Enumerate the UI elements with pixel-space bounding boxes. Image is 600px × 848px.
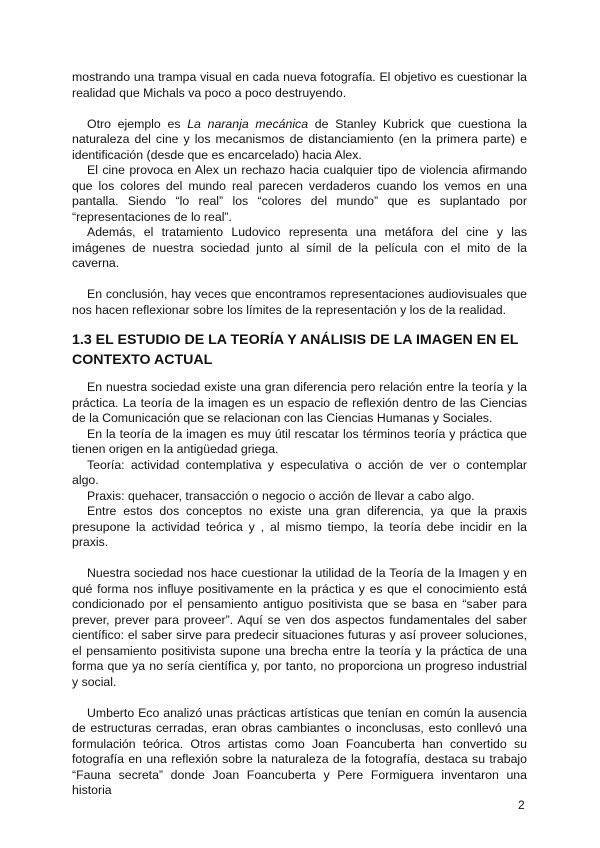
paragraph: Entre estos dos conceptos no existe una gran diferencia, ya que la praxis presupone la actividad teórica y , al mismo tiempo, la teoría debe incidir en la praxis. xyxy=(72,504,527,549)
definition-praxis: Praxis: quehacer, transacción o negocio o acción de llevar a cabo algo. xyxy=(87,488,475,503)
paragraph: En nuestra sociedad existe una gran diferencia pero relación entre la teoría y la práctica. La teoría de la imagen es un espacio de reflexión dentro de las Ciencias de la Comunicación que se relacionan con las Ciencias Humanas y Sociales. xyxy=(72,380,527,425)
text-run: de Stanley Kubrick que cuestiona la naturaleza del cine y los mecanismos de distanciamiento (en la primera parte) e identificación (desde que es encarcelado) hacia Alex. xyxy=(72,116,527,162)
paragraph-spacer xyxy=(72,690,527,706)
paragraph-spacer xyxy=(72,272,527,288)
paragraph: El cine provoca en Alex un rechazo hacia cualquier tipo de violencia afirmando que los colores del mundo real parecen verdaderos cuando los vemos en una pantalla. Siendo “lo real” los “colores del mundo” que es suplantado por “representaciones de lo real”. xyxy=(72,163,527,224)
section-heading: 1.3 EL ESTUDIO DE LA TEORÍA Y ANÁLISIS DE LA IMAGEN EN EL CONTEXTO ACTUAL xyxy=(72,332,519,368)
text-run: Otro ejemplo es xyxy=(87,116,188,131)
paragraph: En conclusión, hay veces que encontramos representaciones audiovisuales que nos hacen reflexionar sobre los límites de la representación y los de la realidad. xyxy=(72,287,527,317)
definition-teoria: Teoría: actividad contemplativa y especulativa o acción de ver o contemplar algo. xyxy=(72,457,527,487)
paragraph-spacer xyxy=(72,551,527,567)
paragraph: En la teoría de la imagen es muy útil rescatar los términos teoría y práctica que tienen origen en la antigüedad griega. xyxy=(72,426,527,456)
document-page xyxy=(72,70,527,799)
paragraph: Nuestra sociedad nos hace cuestionar la utilidad de la Teoría de la Imagen y en qué forma nos influye positivamente en la práctica y es que el conocimiento está condicionado por el pensamiento antiguo positivista que se basa en “saber para prever, prever para proveer”. Aquí se ven dos aspectos fundamentales del saber científico: el saber sirve para predecir situaciones futuras y así proveer soluciones, el pensamiento positivista supone una brecha entre la teoría y la práctica de una forma que ya no sería científica y, por tanto, no proporciona un progreso industrial y social. xyxy=(72,566,527,689)
heading-spacer xyxy=(72,318,527,330)
heading-spacer xyxy=(72,370,527,380)
paragraph xyxy=(72,117,527,164)
paragraph-spacer xyxy=(72,101,527,117)
page-number: 2 xyxy=(518,798,525,812)
paragraph: Umberto Eco analizó unas prácticas artísticas que tenían en común la ausencia de estructuras cerradas, eran obras cambiantes o inconclusas, esto conllevó una formulación teórica. Otros artistas como Joan Foancuberta han convertido su fotografía en una reflexión sobre la naturaleza de la fotografía, destaca su trabajo “Fauna secreta” donde Joan Foancuberta y Pere Formiguera inventaron una historia xyxy=(72,705,527,797)
paragraph: Además, el tratamiento Ludovico representa una metáfora del cine y las imágenes de nuestra sociedad junto al símil de la película con el mito de la caverna. xyxy=(72,225,527,270)
paragraph: mostrando una trampa visual en cada nueva fotografía. El objetivo es cuestionar la realidad que Michals va poco a poco destruyendo. xyxy=(72,70,527,100)
film-title: La naranja mecánica xyxy=(187,116,309,131)
